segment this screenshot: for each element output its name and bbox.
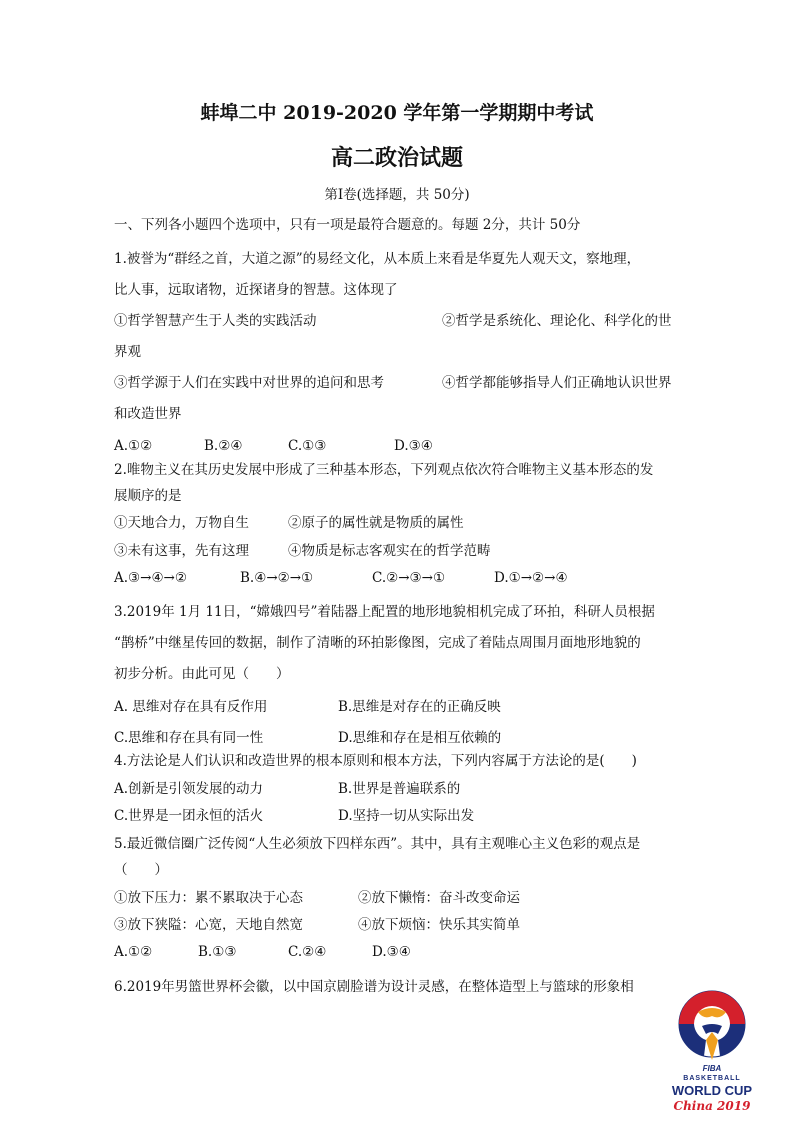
choice-d: D.坚持一切从实际出发	[338, 808, 475, 824]
choice-a: A.①②	[114, 438, 153, 454]
choice-d: D.思维和存在是相互依赖的	[338, 730, 502, 746]
choice-a: A.创新是引领发展的动力	[114, 781, 264, 797]
choice-d: D.③④	[372, 944, 411, 960]
question-stem: 初步分析。由此可见（ ）	[114, 666, 290, 682]
statement-4-cont: 和改造世界	[114, 406, 182, 422]
statement-4: ④物质是标志客观实在的哲学范畴	[288, 543, 491, 559]
choice-c: C.思维和存在具有同一性	[114, 730, 264, 746]
choice-b: B.④→②→①	[240, 570, 314, 586]
choice-b: B.①③	[198, 944, 237, 960]
statement-1: ①天地合力，万物自生	[114, 515, 249, 531]
statement-4: ④哲学都能够指导人们正确地认识世界	[442, 375, 672, 391]
world-cup-logo	[662, 982, 762, 1118]
question-stem: （ ）	[114, 862, 168, 878]
section-title: 第Ⅰ卷(选择题，共 50分)	[324, 187, 470, 203]
question-stem: “鹊桥”中继星传回的数据，制作了清晰的环拍影像图，完成了着陆点周围月面地形地貌的	[114, 635, 641, 651]
logo-line1: BASKETBALL	[683, 1075, 741, 1082]
question-stem: 展顺序的是	[114, 488, 182, 504]
statement-3: ③放下狭隘：心宽，天地自然宽	[114, 917, 303, 933]
choice-b: B.世界是普遍联系的	[338, 781, 461, 797]
instructions: 一、下列各小题四个选项中，只有一项是最符合题意的。每题 2分，共计 50分	[114, 217, 581, 233]
logo-line3: China 2019	[673, 1099, 751, 1113]
statement-2-cont: 界观	[114, 344, 141, 360]
choice-a: A.①②	[114, 944, 153, 960]
statement-1: ①哲学智慧产生于人类的实践活动	[114, 313, 317, 329]
statement-2: ②原子的属性就是物质的属性	[288, 515, 464, 531]
question-stem: 5.最近微信圈广泛传阅“人生必须放下四样东西”。其中，具有主观唯心主义色彩的观点是	[114, 836, 641, 852]
choice-c: C.①③	[288, 438, 327, 454]
choice-a: A. 思维对存在具有反作用	[114, 699, 268, 715]
statement-2: ②哲学是系统化、理论化、科学化的世	[442, 313, 672, 329]
question-stem: 比人事，远取诸物，近探诸身的智慧。这体现了	[114, 282, 398, 298]
choice-b: B.②④	[204, 438, 243, 454]
statement-2: ②放下懒惰：奋斗改变命运	[358, 890, 520, 906]
choice-c: C.②→③→①	[372, 570, 446, 586]
logo-line2: WORLD CUP	[671, 1083, 753, 1098]
question-stem: 1.被誉为“群经之首，大道之源”的易经文化，从本质上来看是华夏先人观天文，察地理，	[114, 251, 641, 267]
question-stem: 6.2019年男篮世界杯会徽，以中国京剧脸谱为设计灵感，在整体造型上与篮球的形象相	[114, 979, 634, 995]
statement-3: ③未有这事，先有这理	[114, 543, 249, 559]
choice-c: C.②④	[288, 944, 327, 960]
question-stem: 2.唯物主义在其历史发展中形成了三种基本形态，下列观点依次符合唯物主义基本形态的发	[114, 462, 654, 478]
question-stem: 4.方法论是人们认识和改造世界的根本原则和根本方法，下列内容属于方法论的是( )	[114, 753, 637, 769]
choice-d: D.①→②→④	[494, 570, 568, 586]
choice-a: A.③→④→②	[114, 570, 187, 586]
choice-d: D.③④	[394, 438, 433, 454]
subject-title: 高二政治试题	[330, 145, 463, 171]
choice-c: C.世界是一团永恒的活火	[114, 808, 264, 824]
exam-title: 蚌埠二中 2019-2020 学年第一学期期中考试	[200, 102, 594, 124]
statement-4: ④放下烦恼：快乐其实简单	[358, 917, 520, 933]
statement-1: ①放下压力：累不累取决于心态	[114, 890, 303, 906]
choice-b: B.思维是对存在的正确反映	[338, 699, 501, 715]
logo-org: FIBA	[702, 1064, 722, 1073]
statement-3: ③哲学源于人们在实践中对世界的追问和思考	[114, 375, 384, 391]
question-stem: 3.2019年 1月 11日，“嫦娥四号”着陆器上配置的地形地貌相机完成了环拍，科研人员根据	[114, 604, 655, 620]
